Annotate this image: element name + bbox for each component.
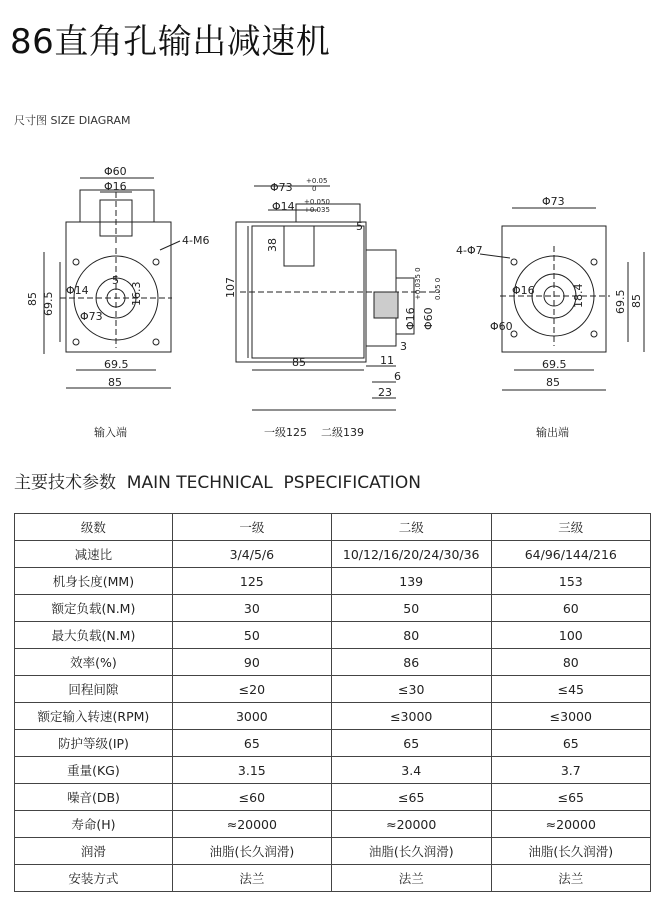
table-row-label: 寿命(H) — [15, 811, 173, 838]
table-row — [15, 865, 651, 892]
size-diagram-label: 尺寸图 SIZE DIAGRAM — [14, 114, 131, 127]
right-phi60: Φ60 — [490, 320, 513, 333]
table-cell: 法兰 — [491, 865, 650, 892]
right-18-4: 18.4 — [572, 283, 585, 308]
stage-length-caption: 一级125 二级139 — [264, 426, 364, 439]
table-cell: ≤20 — [172, 676, 331, 703]
mid-85: 85 — [292, 356, 306, 369]
table-row-label: 额定负载(N.M) — [15, 595, 173, 622]
left-16-3: 16.3 — [130, 281, 143, 306]
table-cell: ≤65 — [491, 784, 650, 811]
left-phi16: Φ16 — [104, 180, 127, 193]
left-phi73: Φ73 — [80, 310, 103, 323]
table-row — [15, 595, 651, 622]
table-cell: ≈20000 — [172, 811, 331, 838]
table-row-label: 回程间隙 — [15, 676, 173, 703]
table-cell: 油脂(长久润滑) — [491, 838, 650, 865]
table-cell: ≤30 — [331, 676, 491, 703]
table-row-label: 效率(%) — [15, 649, 173, 676]
table-cell: 60 — [491, 595, 650, 622]
table-cell: 139 — [331, 568, 491, 595]
input-end-caption: 输入端 — [94, 426, 127, 439]
spec-section-title: 主要技术参数 MAIN TECHNICAL PSPECIFICATION — [14, 473, 421, 493]
mid-phi73-tol2: 0 — [312, 185, 317, 193]
table-cell: 3.15 — [172, 757, 331, 784]
table-row-label: 减速比 — [15, 541, 173, 568]
table-cell: 10/12/16/20/24/30/36 — [331, 541, 491, 568]
left-phi60: Φ60 — [104, 165, 127, 178]
table-header-row — [15, 514, 651, 541]
table-cell: 3.4 — [331, 757, 491, 784]
table-row-label: 润滑 — [15, 838, 173, 865]
mid-23: 23 — [378, 386, 392, 399]
table-cell: 80 — [491, 649, 650, 676]
table-cell: ≈20000 — [331, 811, 491, 838]
table-cell: 3/4/5/6 — [172, 541, 331, 568]
table-row — [15, 757, 651, 784]
table-row-label: 额定输入转速(RPM) — [15, 703, 173, 730]
table-row — [15, 649, 651, 676]
table-row — [15, 703, 651, 730]
table-cell: 65 — [331, 730, 491, 757]
table-cell: 一级 — [172, 514, 331, 541]
mid-6: 6 — [394, 370, 401, 383]
left-5: 5 — [112, 274, 119, 287]
mid-5: 5 — [356, 220, 363, 233]
left-69-5: 69.5 — [42, 291, 55, 316]
table-cell: 30 — [172, 595, 331, 622]
table-cell: 65 — [172, 730, 331, 757]
table-cell: 二级 — [331, 514, 491, 541]
right-phi16: Φ16 — [512, 284, 535, 297]
left-85: 85 — [26, 292, 39, 306]
table-cell: 三级 — [491, 514, 650, 541]
table-cell: 50 — [172, 622, 331, 649]
table-row-label: 级数 — [15, 514, 173, 541]
table-row-label: 安装方式 — [15, 865, 173, 892]
mid-phi14-tol2: +0.035 — [304, 206, 330, 214]
table-row — [15, 568, 651, 595]
table-row — [15, 730, 651, 757]
left-bottom-69-5: 69.5 — [104, 358, 129, 371]
mid-phi14-tol1: +0.050 — [304, 198, 330, 206]
table-cell: ≤60 — [172, 784, 331, 811]
table-cell: ≈20000 — [491, 811, 650, 838]
mid-phi73: Φ73 — [270, 181, 293, 194]
table-cell: ≤3000 — [331, 703, 491, 730]
table-cell: 64/96/144/216 — [491, 541, 650, 568]
table-row — [15, 811, 651, 838]
left-bottom-85: 85 — [108, 376, 122, 389]
table-row — [15, 676, 651, 703]
table-cell: ≤45 — [491, 676, 650, 703]
table-cell: 153 — [491, 568, 650, 595]
mid-38: 38 — [266, 238, 279, 252]
left-phi14: Φ14 — [66, 284, 89, 297]
table-cell: 法兰 — [172, 865, 331, 892]
table-cell: 3.7 — [491, 757, 650, 784]
mid-phi60: Φ60 — [422, 307, 435, 330]
right-69-5: 69.5 — [614, 289, 627, 314]
table-row — [15, 838, 651, 865]
page-title: 86直角孔输出减速机 — [10, 22, 331, 62]
right-85: 85 — [630, 294, 643, 308]
output-end-caption: 输出端 — [536, 426, 569, 439]
mid-phi14: Φ14 — [272, 200, 295, 213]
table-cell: 100 — [491, 622, 650, 649]
table-cell: 法兰 — [331, 865, 491, 892]
spec-table — [14, 513, 651, 892]
table-row-label: 防护等级(IP) — [15, 730, 173, 757]
table-row — [15, 622, 651, 649]
table-cell: 油脂(长久润滑) — [172, 838, 331, 865]
right-phi73: Φ73 — [542, 195, 565, 208]
mid-phi16-tol: +0.035 0 — [414, 267, 422, 300]
table-cell: 油脂(长久润滑) — [331, 838, 491, 865]
right-m7: 4-Φ7 — [456, 244, 483, 257]
table-cell: 65 — [491, 730, 650, 757]
mid-phi60-tol: 0.05 0 — [434, 277, 442, 300]
table-row — [15, 541, 651, 568]
table-cell: 90 — [172, 649, 331, 676]
mid-phi73-tol1: +0.05 — [306, 177, 328, 185]
table-cell: ≤65 — [331, 784, 491, 811]
table-cell: 125 — [172, 568, 331, 595]
size-diagram-drawing — [0, 150, 663, 450]
table-cell: 50 — [331, 595, 491, 622]
size-diagram — [0, 150, 663, 450]
table-cell: 3000 — [172, 703, 331, 730]
side-view — [236, 186, 440, 410]
mid-11: 11 — [380, 354, 394, 367]
mid-107: 107 — [224, 277, 237, 298]
table-row-label: 噪音(DB) — [15, 784, 173, 811]
table-cell: 86 — [331, 649, 491, 676]
mid-3: 3 — [400, 340, 407, 353]
table-row — [15, 784, 651, 811]
table-cell: 80 — [331, 622, 491, 649]
right-bottom-69-5: 69.5 — [542, 358, 567, 371]
table-row-label: 最大负载(N.M) — [15, 622, 173, 649]
right-bottom-85: 85 — [546, 376, 560, 389]
mid-phi16: Φ16 — [404, 307, 417, 330]
left-m6: 4-M6 — [182, 234, 210, 247]
table-row-label: 重量(KG) — [15, 757, 173, 784]
table-cell: ≤3000 — [491, 703, 650, 730]
table-row-label: 机身长度(MM) — [15, 568, 173, 595]
